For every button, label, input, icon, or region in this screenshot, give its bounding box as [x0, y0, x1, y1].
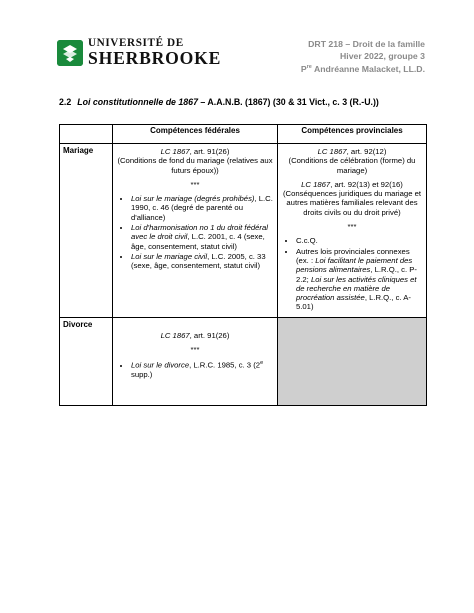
section-heading: [59, 97, 379, 107]
law-title: Loi sur les activités cliniques et de recherche en matière de procréation assistée: [296, 274, 417, 303]
law-title: Loi facilitant le paiement des pensions alimentaires: [296, 255, 413, 275]
prof-prefix: P: [300, 63, 307, 74]
course-code: DRT 218 – Droit de la famille: [308, 39, 425, 49]
text-part: Autres lois provinciales connexes (ex. :: [296, 246, 410, 265]
law-citation: , L.C. 1990, c. 46 (degré de parenté ou d'alliance): [131, 194, 273, 222]
course-info: [301, 39, 425, 75]
law-citation: , L.R.Q., c. A-5.01): [296, 293, 411, 312]
list-item: • C.c.Q.: [296, 236, 422, 245]
table-row-divorce: [60, 317, 427, 405]
mariage-provincial-cell: [278, 144, 427, 318]
separator-stars: ***: [190, 179, 200, 189]
mariage-provincial-ref-1: [282, 147, 422, 156]
mariage-federal-ref: [117, 147, 273, 156]
mariage-provincial-desc-1: (Conditions de célébration (forme) du mariage): [288, 156, 416, 175]
law-citation: , L.R.C. 1985, c. 3 (2: [189, 360, 261, 370]
mariage-provincial-desc-2: (Conséquences juridiques du mariage et autres matières familiales relevant des droits civils ou du droit privé): [282, 189, 422, 217]
divorce-federal-list: [117, 359, 273, 379]
mariage-federal-desc: (Conditions de fond du mariage (relatives aux futurs époux)): [117, 156, 273, 175]
ref-italic: LC 1867: [160, 330, 190, 340]
logo-line-1: UNIVERSITÉ DE: [88, 37, 184, 50]
divorce-federal-cell: [113, 317, 278, 405]
header-provincial: Compétences provinciales: [278, 125, 427, 144]
logo-line-2: SHERBROOKE: [88, 48, 222, 69]
header-federal: Compétences fédérales: [113, 125, 278, 144]
row-label-divorce: Divorce: [60, 317, 113, 405]
list-item: [131, 359, 273, 379]
ref-italic: LC 1867: [160, 147, 190, 156]
separator-stars: ***: [347, 222, 357, 232]
table-header-row: [60, 125, 427, 144]
ref-rest: , art. 91(26): [189, 330, 230, 340]
ref-italic: LC 1867: [317, 147, 347, 156]
mariage-federal-cell: [113, 144, 278, 318]
sherbrooke-logo-icon: [57, 40, 83, 66]
mariage-provincial-list: [282, 236, 422, 311]
ref-italic: LC 1867: [301, 179, 331, 189]
law-citation: , L.C. 2001, c. 4 (sexe, âge, consentement, statut civil): [131, 232, 265, 251]
university-logo: [57, 38, 221, 68]
prof-sup: re: [306, 64, 312, 70]
row-label-mariage: Mariage: [60, 144, 113, 318]
law-title: Loi d'harmonisation no 1 du droit fédéral avec le droit civil: [131, 223, 268, 242]
competences-table: [59, 124, 427, 406]
header-empty-cell: [60, 125, 113, 144]
section-title-italic: Loi constitutionnelle de 1867: [77, 97, 198, 107]
ref-rest: , art. 92(12): [346, 147, 387, 156]
list-item: [131, 194, 273, 222]
law-title: Loi sur le mariage civil: [131, 251, 208, 261]
section-number: 2.2: [59, 97, 72, 107]
divorce-federal-ref: [117, 331, 273, 340]
mariage-provincial-ref-2: [282, 180, 422, 189]
divorce-provincial-cell-empty: [278, 317, 427, 405]
list-item: [296, 247, 422, 312]
separator-stars: ***: [190, 345, 200, 355]
law-citation: , L.R.Q., c. P-2.2;: [296, 265, 417, 284]
list-item: [131, 252, 273, 271]
table-row-mariage: [60, 144, 427, 318]
course-professor: [301, 62, 425, 75]
section-title-rest: – A.A.N.B. (1867) (30 & 31 Vict., c. 3 (R.-U.)): [197, 97, 379, 107]
mariage-federal-list: [117, 194, 273, 270]
ref-rest: , art. 92(13) et 92(16): [330, 179, 403, 189]
law-title: Loi sur le mariage (degrés prohibés): [131, 194, 255, 204]
law-citation: , L.C. 2005, c. 33 (sexe, âge, consentement, statut civil): [131, 251, 266, 271]
superscript: e: [260, 360, 264, 367]
course-term: Hiver 2022, groupe 3: [340, 50, 425, 61]
law-citation-end: supp.): [131, 370, 153, 380]
law-title: Loi sur le divorce: [131, 360, 190, 370]
prof-name: Andréanne Malacket, LL.D.: [311, 63, 425, 74]
ref-rest: , art. 91(26): [189, 147, 230, 156]
list-item: [131, 223, 273, 251]
